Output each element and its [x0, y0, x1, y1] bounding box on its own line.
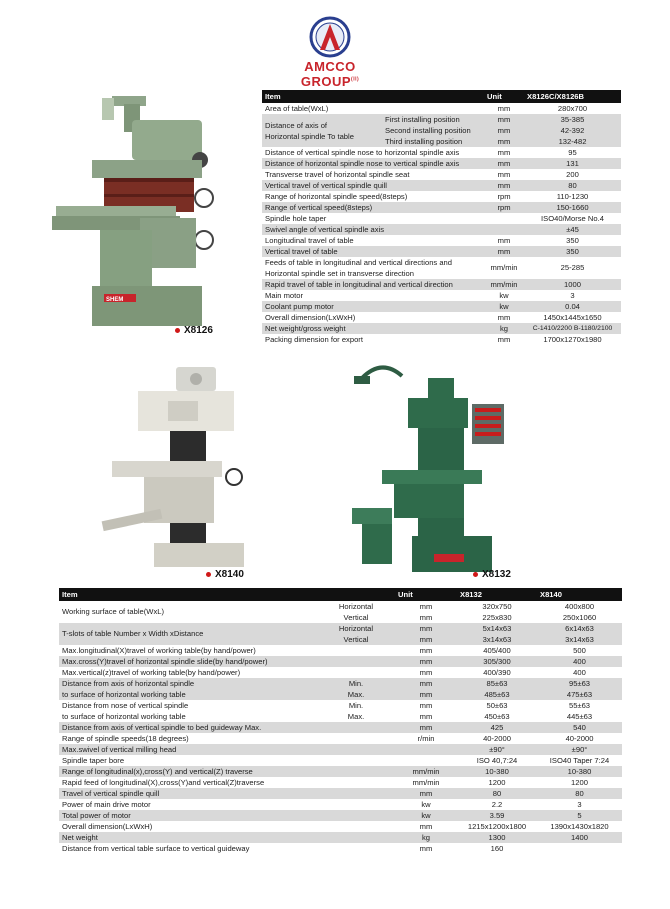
table-row: Travel of vertical spindle quill mm 80 80: [59, 788, 622, 799]
table-row: Swivel angle of vertical spindle axis ±45: [262, 224, 621, 235]
table-row: Distance from vertical table surface to vertical guideway mm 160: [62, 843, 504, 853]
table-row: Max.vertical(z)travel of working table(by hand/power) mm 400/390 400: [62, 667, 586, 677]
table-row: Range of vertical speed(8steps) rpm 150-1660: [262, 202, 621, 213]
table-row: Range of longitudinal(x),cross(Y) and vertical(Z) traverse mm/min 10-380 10-380: [59, 766, 622, 777]
machine-x8126-photo: [52, 90, 222, 330]
table-row: Max.longitudinal(X)travel of working table(by hand/power) mm 405/400 500: [62, 645, 586, 655]
table-row: Net weight/gross weight kg C-1410/2200 B-1180/2100: [262, 323, 621, 334]
machine-x8140-label: X8140: [206, 569, 244, 580]
table-row: Distance from axis of horizontal spindle Min. mm 85±63 95±63: [59, 678, 622, 689]
table-row: Vertical mm 3x14x63 3x14x63: [59, 634, 622, 645]
table-row: Max.swivel of vertical milling head ±90° ±90°: [59, 744, 622, 755]
header-item: Item: [262, 90, 484, 103]
header-unit: Unit: [484, 90, 524, 103]
bullet-dot-icon: [473, 572, 478, 577]
table-row: to surface of horizontal working table Max. mm 485±63 475±63: [59, 689, 622, 700]
table-row: Range of spindle speeds(18 degrees) r/min 40-2000 40-2000: [62, 733, 594, 743]
table-row: Spindle hole taper ISO40/Morse No.4: [265, 213, 604, 223]
table-row: Longitudinal travel of table mm 350: [265, 235, 579, 245]
header-unit: Unit: [395, 588, 457, 601]
table-row: Spindle taper bore ISO 40,7:24 ISO40 Taper 7:24: [62, 755, 610, 765]
table-row: Overall dimension(LxWxH) mm 1215x1200x1800 1390x1430x1820: [62, 821, 609, 831]
machine-x8126-label: X8126: [175, 325, 213, 336]
table-row: Distance from nose of vertical spindle Min. mm 50±63 55±63: [62, 700, 591, 710]
table-row: Distance of horizontal spindle nose to vertical spindle axis mm 131: [262, 158, 621, 169]
table-row: Distance of axis of Horizontal spindle To table First installing position mm 35-385: [262, 114, 621, 125]
header-model-x8140: X8140: [537, 588, 622, 601]
table-header-row: [59, 588, 622, 601]
bullet-dot-icon: [175, 328, 180, 333]
table-row: Overall dimension(LxWxH) mm 1450x1445x1650: [265, 312, 602, 322]
logo-emblem-icon: [307, 16, 353, 58]
table-row: Rapid feed of longitudinal(X),cross(Y)and vertical(Z)traverse mm/min 1200 1200: [62, 777, 588, 787]
table-row: Range of horizontal spindle speed(8steps) rpm 110-1230: [265, 191, 589, 201]
table-row: Packing dimension for export mm 1700x1270x1980: [265, 334, 602, 344]
table-row: Total power of motor kw 3.59 5: [59, 810, 622, 821]
machine-x8132-label: X8132: [473, 569, 511, 580]
machine-x8140-photo: [98, 365, 248, 575]
table-row: Vertical travel of table mm 350: [262, 246, 621, 257]
table-row: Distance of vertical spindle nose to horizontal spindle axis mm 95: [265, 147, 577, 157]
table-row: Transverse travel of horizontal spindle seat mm 200: [265, 169, 579, 179]
table-row: Second installing position mm 42-392: [262, 125, 621, 136]
table-row: Area of table(WxL) mm 280x700: [265, 103, 588, 113]
bullet-dot-icon: [206, 572, 211, 577]
spec-table-x8132-x8140: [59, 588, 622, 854]
table-row: Net weight kg 1300 1400: [59, 832, 622, 843]
brand-name: AMCCO $GROUP^{(II)}$: [300, 59, 360, 89]
table-row: Distance from axis of vertical spindle to bed guideway Max. mm 425 540: [59, 722, 622, 733]
table-row: Rapid travel of table in longitudinal and vertical direction mm/min 1000: [262, 279, 621, 290]
table-header-row: [262, 90, 621, 103]
table-row: Third installing position mm 132-482: [262, 136, 621, 147]
header-model-x8132: X8132: [457, 588, 537, 601]
table-row: Feeds of table in longitudinal and vertical directions and Horizontal spindle set in transverse direction mm/min 25-285: [265, 258, 585, 278]
header-item: Item: [59, 588, 317, 601]
table-row: Max.cross(Y)travel of horizontal spindle slide(by hand/power) mm 305/300 400: [59, 656, 622, 667]
header-model: X8126C/X8126B: [524, 90, 621, 103]
table-row: Coolant pump motor kw 0.04: [262, 301, 621, 312]
company-logo: [275, 16, 385, 89]
table-row: Vertical travel of vertical spindle quill mm 80: [262, 180, 621, 191]
machine-x8132-photo: [342, 358, 507, 578]
table-row: to surface of horizontal working table Max. mm 450±63 445±63: [62, 711, 593, 721]
spec-table-x8126: [262, 90, 621, 345]
table-row: Power of main drive motor kw 2.2 3: [62, 799, 582, 809]
table-row: Working surface of table(WxL) Horizontal mm 320x750 400x800: [62, 601, 595, 616]
table-row: Main motor kw 3: [265, 290, 575, 300]
table-row: T-slots of table Number x Width xDistance Horizontal mm 5x14x63 6x14x63: [59, 623, 622, 634]
table-row: Vertical mm 225x830 250x1060: [343, 612, 597, 622]
machine-plate: SHEM: [106, 297, 124, 303]
